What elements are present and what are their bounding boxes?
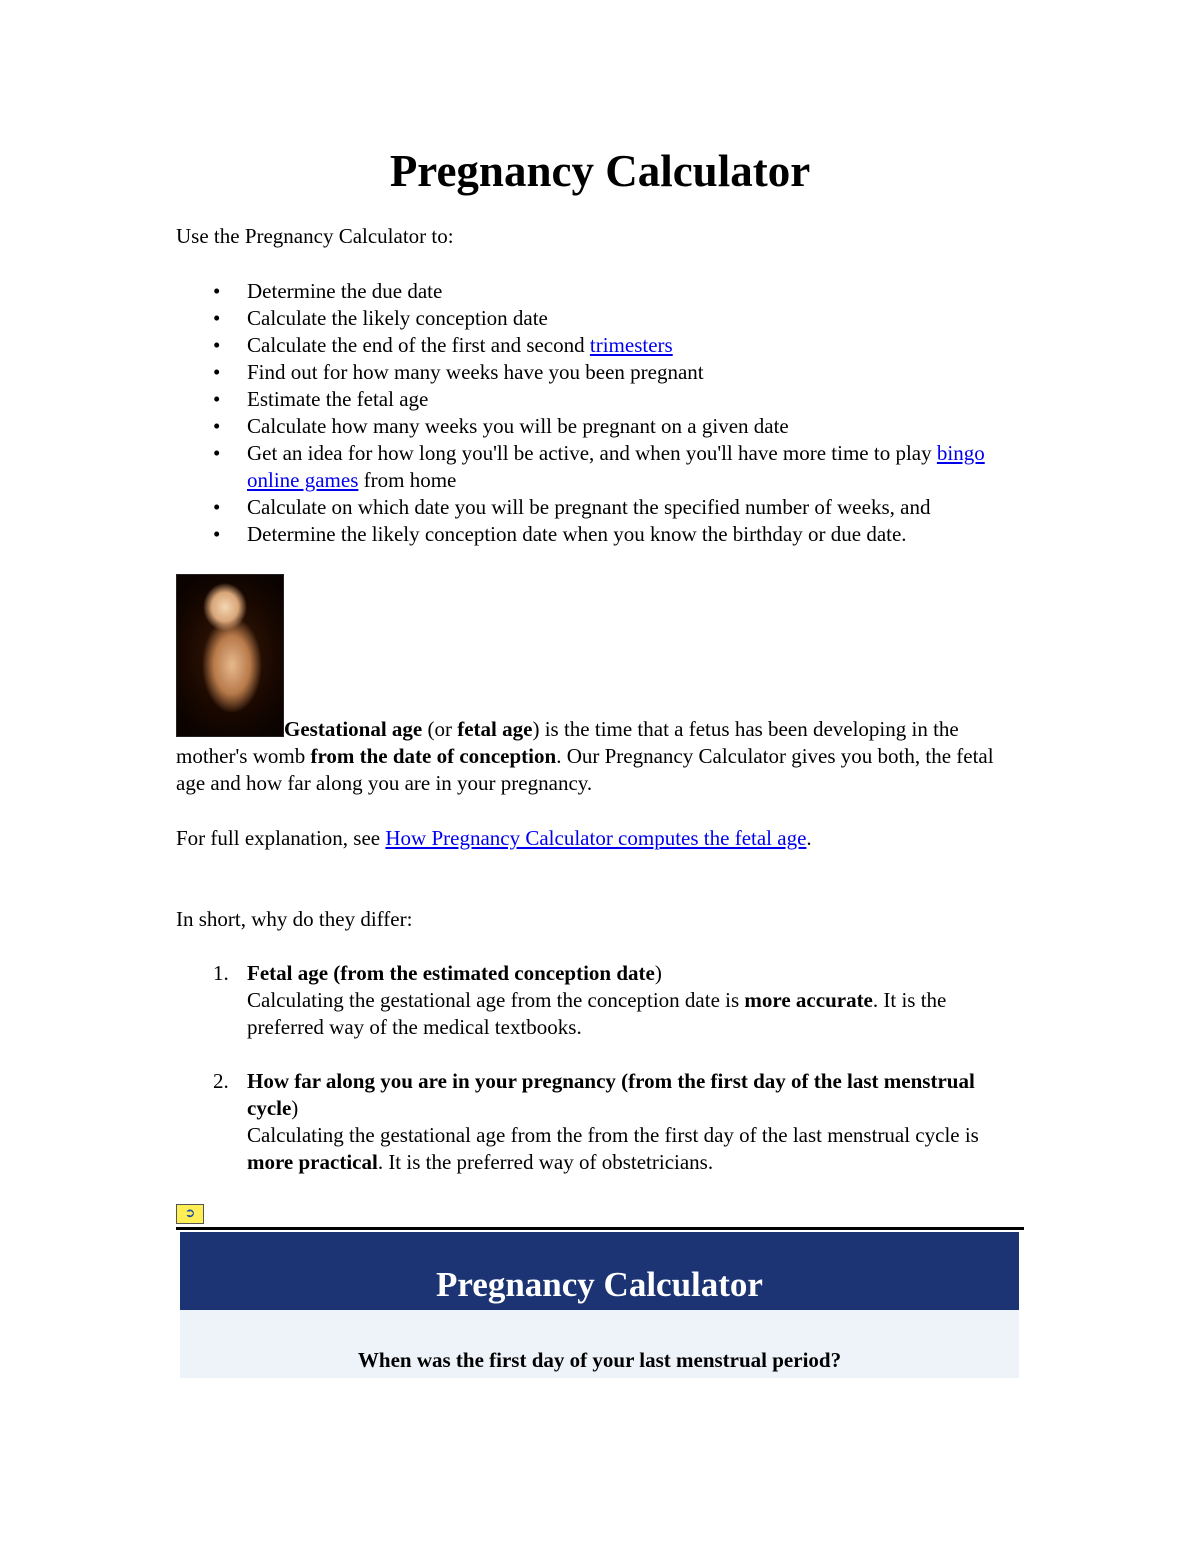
list-number: 2. [213,1069,229,1093]
bullet: • [213,522,221,546]
bullet: • [213,441,221,465]
bullet: • [213,360,221,384]
page-title: Pregnancy Calculator [389,146,811,196]
list-item: 1. Fetal age (from the estimated conception date) Calculating the gestational age from the conception date is more accurate. It is the preferred way of the medical textbooks. [213,961,947,1039]
list-item: • Calculate the likely conception date [213,306,548,330]
fetus-image [176,574,284,737]
list-item: • Calculate the end of the first and second trimesters [213,333,673,357]
list-item: • Find out for how many weeks have you been pregnant [213,360,704,384]
differences-list [176,960,1026,1203]
list-item: • Get an idea for how long you'll be active, and when you'll have more time to play bingo online games from home [213,441,985,492]
list-item: • Calculate on which date you will be pregnant the specified number of weeks, and [213,495,931,519]
uses-list [176,278,1026,548]
gestational-age-paragraph: Gestational age (or fetal age) is the time that a fetus has been developing in the mother's womb from the date of conception. Our Pregnancy Calculator gives you both, the fetal age and how far along you are in your pregnancy. [176,717,994,795]
divider [176,1227,1024,1230]
list-item: 2. How far along you are in your pregnancy (from the first day of the last menstrual cycle) Calculating the gestational age from the from the first day of the last menstrual cycle is more practical. It is the preferred way of obstetricians. [213,1069,979,1174]
short-intro: In short, why do they differ: [176,907,413,931]
bullet: • [213,387,221,411]
trimesters-link[interactable]: trimesters [589,333,673,357]
bullet: • [213,306,221,330]
bullet: • [213,279,221,303]
bullet: • [213,495,221,519]
list-item: • Determine the due date [213,279,443,303]
calculator-question: When was the first day of your last menstrual period? [180,1310,1019,1378]
list-item: • Calculate how many weeks you will be pregnant on a given date [213,414,789,438]
list-number: 1. [213,961,229,985]
list-item: • Determine the likely conception date when you know the birthday or due date. [213,522,907,546]
calculator-icon[interactable]: ➲ [176,1204,204,1224]
explanation-line: For full explanation, see How Pregnancy Calculator computes the fetal age. [176,826,812,850]
bingo-games-link[interactable]: bingo online games [247,441,985,492]
intro-text: Use the Pregnancy Calculator to: [176,224,454,248]
list-item: • Estimate the fetal age [213,387,429,411]
calculator-header: Pregnancy Calculator [180,1232,1019,1310]
fetal-age-explanation-link[interactable]: How Pregnancy Calculator computes the fetal age [385,826,807,850]
bullet: • [213,414,221,438]
bullet: • [213,333,221,357]
